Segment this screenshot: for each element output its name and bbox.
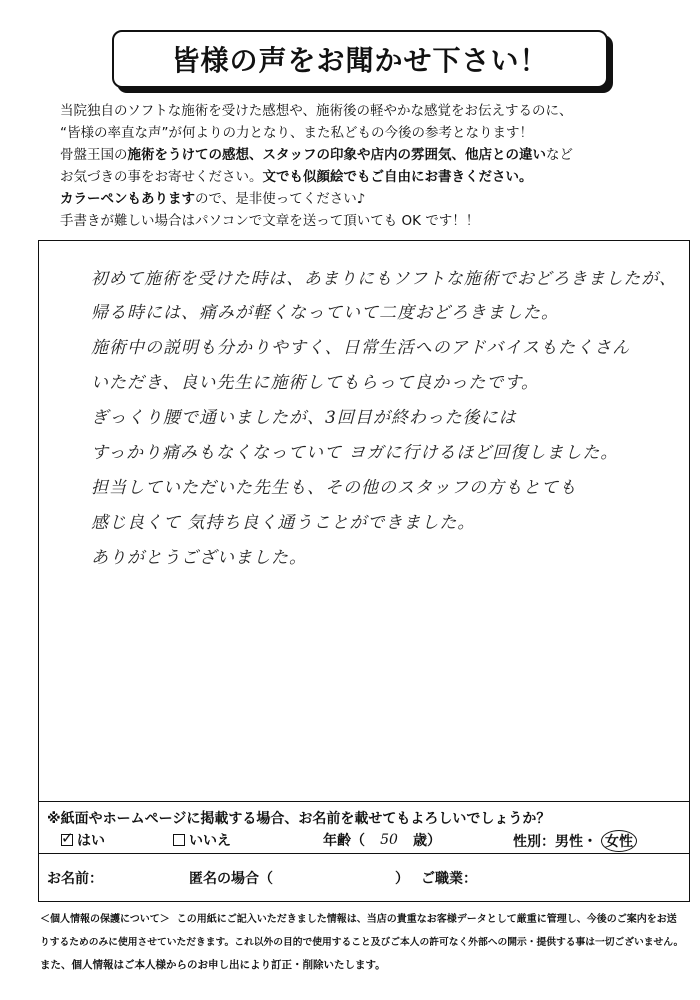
name-label: お名前： <box>47 871 103 887</box>
intro-line-3-c: など <box>546 147 573 163</box>
gender-field[interactable] <box>513 830 637 852</box>
age-value[interactable]: 50 <box>380 832 398 848</box>
intro-line-3-a: 骨盤王国の <box>60 147 128 163</box>
gender-label: 性別：男性・ <box>513 834 597 850</box>
intro-text <box>60 100 690 232</box>
comment-line: いただき、良い先生に施術してもらって良かったです。 <box>91 373 539 393</box>
intro-line-4-a: お気づきの事をお寄せください。 <box>60 169 263 185</box>
occupation-label: ご職業： <box>421 871 477 887</box>
comment-line: 感じ良くて 気持ち良く通うことができました。 <box>91 513 476 533</box>
comment-line: 施術中の説明も分かりやすく、日常生活へのアドバイスもたくさん <box>91 338 631 358</box>
comment-line: ありがとうございました。 <box>91 548 307 568</box>
comment-line: 初めて施術を受けた時は、あまりにもソフトな施術でおどろきましたが、 <box>91 268 677 288</box>
intro-line-6: 手書きが難しい場合はパソコンで文章を送って頂いても OK です！！ <box>60 213 480 229</box>
consent-question: ※紙面やホームページに掲載する場合、お名前を載せてもよろしいでしょうか？ <box>47 811 551 827</box>
no-label: いいえ <box>189 833 231 849</box>
anon-label: 匿名の場合（ <box>189 871 273 887</box>
title-banner <box>112 30 608 88</box>
age-label: 年齢（ <box>323 833 365 849</box>
gender-selected[interactable]: 女性 <box>601 830 637 852</box>
privacy-notice <box>40 908 690 977</box>
comment-line: 担当していただいた先生も、その他のスタッフの方もとても <box>91 478 577 498</box>
comment-line: 帰る時には、痛みが軽くなっていて二度おどろきました。 <box>91 303 559 323</box>
intro-line-4-bold: 文でも似顔絵でもご自由にお書きください。 <box>262 169 533 185</box>
comment-line: すっかり痛みもなくなっていて ヨガに行けるほど回復しました。 <box>91 443 619 463</box>
comment-line: ぎっくり腰で通いましたが、3回目が終わった後には <box>91 408 517 428</box>
yes-checkbox[interactable] <box>61 834 73 846</box>
consent-section <box>38 802 690 854</box>
name-section <box>38 854 690 902</box>
privacy-line-2: りするためのみに使用させていただきます。これ以外の目的で使用すること及びご本人の許可なく外部への開示・提供する事は一切ございません。 <box>40 937 684 948</box>
age-field[interactable] <box>323 830 441 850</box>
intro-line-2: “皆様の率直な声”が何よりの力となり、また私どもの今後の参考となります！ <box>60 125 533 141</box>
intro-line-1: 当院独自のソフトな施術を受けた感想や、施術後の軽やかな感覚をお伝えするのに、 <box>60 103 573 119</box>
comment-box[interactable] <box>38 240 690 802</box>
intro-line-3-bold: 施術をうけての感想、スタッフの印象や店内の雰囲気、他店との違い <box>127 147 546 163</box>
no-checkbox[interactable] <box>173 834 185 846</box>
yes-label: はい <box>77 833 105 849</box>
intro-line-4 <box>60 166 690 188</box>
handwritten-comment <box>91 261 681 576</box>
anon-close: ） <box>395 871 409 887</box>
intro-line-5-b: ので、是非使ってください♪ <box>195 191 366 207</box>
no-option[interactable] <box>173 830 231 850</box>
privacy-line-1-text: この用紙にご記入いただきました情報は、当店の貴重なお客様データとして厳重に管理し、今後のご案内をお送 <box>176 914 677 925</box>
intro-line-5 <box>60 188 690 210</box>
privacy-heading: ＜個人情報の保護について＞ <box>40 914 170 925</box>
consent-options <box>61 830 681 850</box>
intro-line-5-bold: カラーペンもあります <box>60 191 195 207</box>
page-title: 皆様の声をお聞かせ下さい！ <box>171 44 549 77</box>
privacy-line-1 <box>40 908 690 931</box>
yes-option[interactable] <box>61 830 105 850</box>
privacy-line-3: また、個人情報はご本人様からのお申し出により訂正・削除いたします。 <box>40 959 386 971</box>
intro-line-3 <box>60 144 690 166</box>
age-suffix: 歳） <box>413 833 441 849</box>
